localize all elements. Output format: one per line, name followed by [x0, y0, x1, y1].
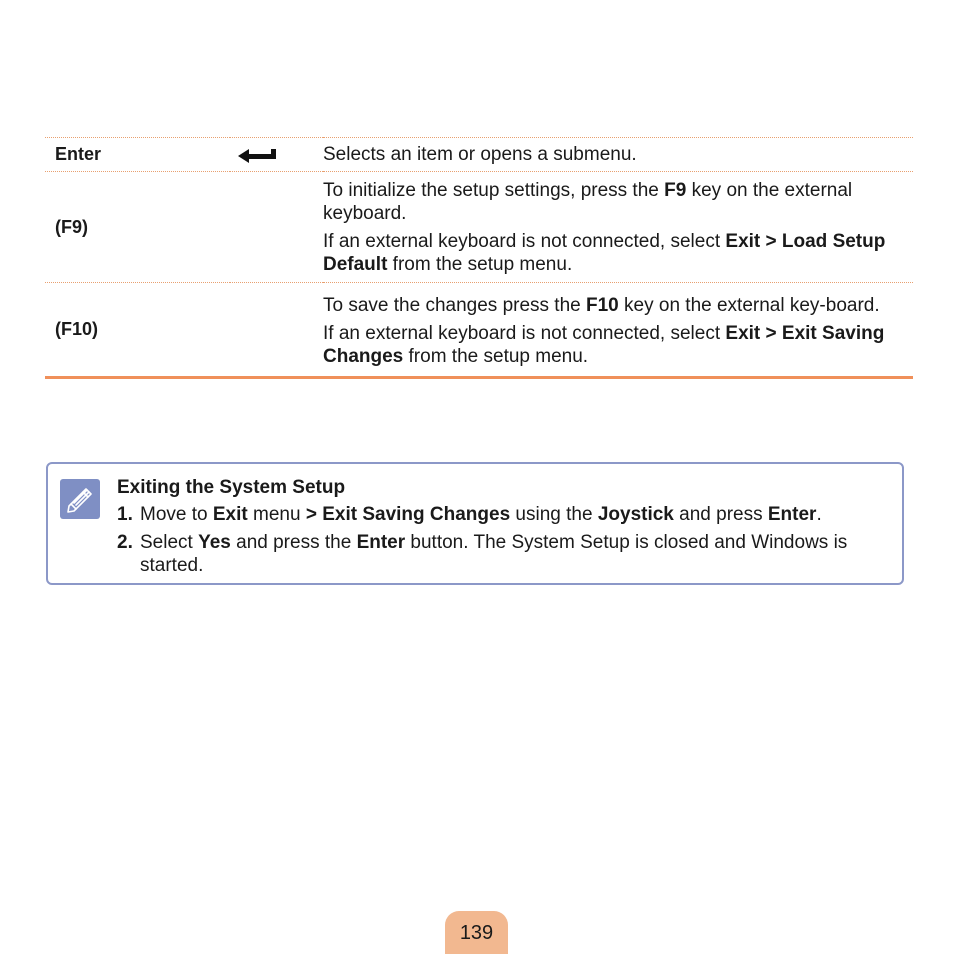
note-content	[117, 476, 892, 577]
text-run: from the setup menu.	[403, 346, 589, 367]
key-description	[323, 283, 913, 378]
enter-arrow-icon	[238, 147, 278, 165]
step-text	[140, 503, 892, 526]
page-number: 139	[445, 911, 508, 954]
bold-text: F9	[664, 180, 687, 201]
step-number: 1.	[117, 504, 133, 525]
list-item	[117, 503, 892, 526]
bold-text: > Exit Saving Changes	[305, 504, 511, 525]
description-paragraph	[323, 322, 899, 368]
text-run: If an external keyboard is not connected, select	[323, 231, 726, 252]
note-title: Exiting the System Setup	[117, 477, 346, 498]
bold-text: Exit > Load Setup Default	[323, 231, 886, 275]
note-steps	[117, 503, 892, 577]
description-paragraph	[323, 179, 899, 225]
text-run: menu	[247, 504, 306, 525]
description-paragraph	[323, 143, 899, 166]
text-run: To save the changes press the	[323, 295, 586, 316]
key-description	[323, 138, 913, 172]
description-paragraph	[323, 294, 899, 317]
text-run: .	[816, 504, 822, 525]
text-run: key on the external key-board.	[618, 295, 880, 316]
text-run: Select	[140, 532, 199, 553]
text-run: and press the	[230, 532, 357, 553]
text-run: using the	[510, 504, 598, 525]
bold-text: Enter	[356, 532, 406, 553]
text-run: If an external keyboard is not connected, select	[323, 323, 726, 344]
bold-text: Exit > Exit Saving Changes	[323, 323, 885, 367]
key-name: (F10)	[45, 283, 230, 378]
text-run: from the setup menu.	[387, 254, 573, 275]
note-pencil-icon	[60, 479, 100, 519]
keys-table	[45, 137, 913, 379]
key-description	[323, 172, 913, 283]
table-row	[45, 283, 913, 378]
text-run: To initialize the setup settings, press the	[323, 180, 665, 201]
table-row	[45, 138, 913, 172]
text-run: Move to	[140, 504, 213, 525]
bold-text: F10	[586, 295, 619, 316]
key-symbol-cell	[230, 283, 323, 378]
bold-text: Yes	[198, 532, 231, 553]
key-name: Enter	[45, 138, 230, 172]
list-item	[117, 531, 892, 577]
text-run: key on the external keyboard.	[323, 180, 853, 224]
note-box	[46, 462, 904, 585]
key-name: (F9)	[45, 172, 230, 283]
bold-text: Enter	[767, 504, 817, 525]
text-run: Selects an item or opens a submenu.	[323, 144, 637, 165]
table-row	[45, 172, 913, 283]
text-run: and press	[673, 504, 768, 525]
bold-text: Exit	[212, 504, 248, 525]
step-number: 2.	[117, 532, 133, 553]
description-paragraph	[323, 230, 899, 276]
step-text	[140, 531, 892, 577]
key-symbol-cell	[230, 172, 323, 283]
bold-text: Joystick	[597, 504, 674, 525]
text-run: button. The System Setup is closed and Windows is started.	[140, 532, 848, 576]
key-symbol-cell	[230, 138, 323, 172]
